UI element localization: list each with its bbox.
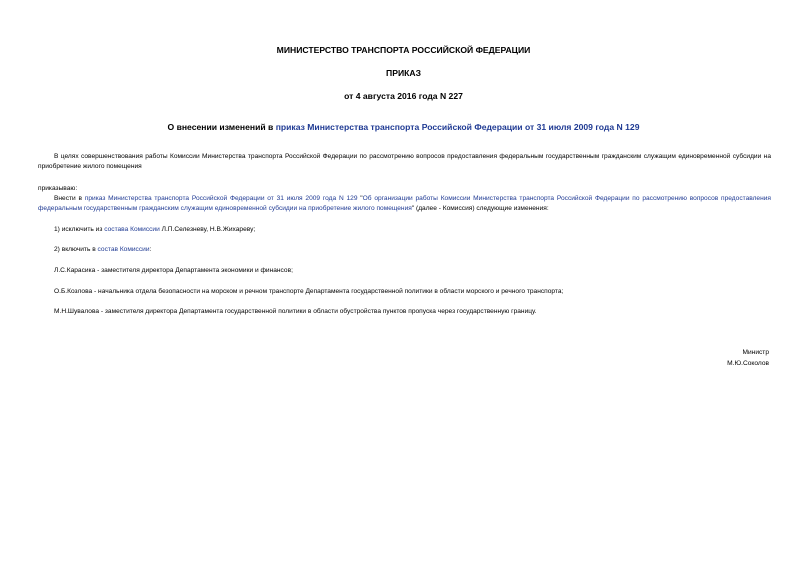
item-include-prefix: 2) включить в — [54, 246, 98, 253]
main-clause-middle: " — [357, 195, 363, 202]
item-include-suffix: : — [149, 246, 152, 253]
main-clause-title-link[interactable]: Об организации работы Комиссии Министерства транспорта Российской Федерации по рассмотрению вопросов предоставления федеральным государственным гражданским служащим единовременной субсидии на приобретение жилого помещения — [38, 195, 771, 212]
member-kozlov: О.Б.Козлова - начальника отдела безопасности на морском и речном транспорте Департамента государственной политики в области морского и речного транспорта; — [54, 288, 564, 295]
signature-name: М.Ю.Соколов — [727, 359, 769, 367]
member-karasik: Л.С.Карасика - заместителя директора Департамента экономики и финансов; — [54, 267, 293, 274]
document-date: от 4 августа 2016 года N 227 — [344, 91, 463, 101]
item-exclude — [38, 225, 771, 235]
subject-prefix: О внесении изменений в — [167, 122, 276, 132]
main-clause-prefix: Внести в — [54, 195, 85, 202]
subject-order-link[interactable]: приказ Министерства транспорта Российской Федерации от 31 июля 2009 года N 129 — [275, 122, 640, 132]
main-clause-paragraph — [38, 194, 771, 213]
main-clause-order-link[interactable]: приказ Министерства транспорта Российской Федерации от 31 июля 2009 года N 129 — [84, 195, 358, 202]
item-exclude-suffix: Л.П.Селезневу, Н.В.Жихареву; — [159, 226, 256, 233]
document-subject — [0, 122, 807, 132]
commission-composition-link[interactable]: состава Комиссии — [104, 226, 160, 233]
order-word: приказываю: — [38, 185, 78, 192]
signature-title: Министр — [742, 349, 769, 356]
main-clause-suffix: " (далее - Комиссия) следующие изменения: — [411, 204, 549, 212]
ministry-heading: МИНИСТЕРСТВО ТРАНСПОРТА РОССИЙСКОЙ ФЕДЕРАЦИИ — [276, 45, 531, 55]
document-type: ПРИКАЗ — [386, 68, 421, 78]
signature-block — [569, 348, 769, 369]
member-shuvalov: М.Н.Шувалова - заместителя директора Департамента государственной политики в области обустройства пунктов пропуска через государственную границу. — [54, 308, 537, 315]
item-include — [38, 245, 771, 255]
preamble-paragraph: В целях совершенствования работы Комиссии Министерства транспорта Российской Федерации по рассмотрению вопросов предоставления федеральным государственным гражданским служащим единовременной субсидии на приобретение жилого помещения — [38, 153, 771, 170]
item-exclude-prefix: 1) исключить из — [54, 226, 105, 233]
commission-composition-link-2[interactable]: состав Комиссии — [97, 246, 150, 253]
